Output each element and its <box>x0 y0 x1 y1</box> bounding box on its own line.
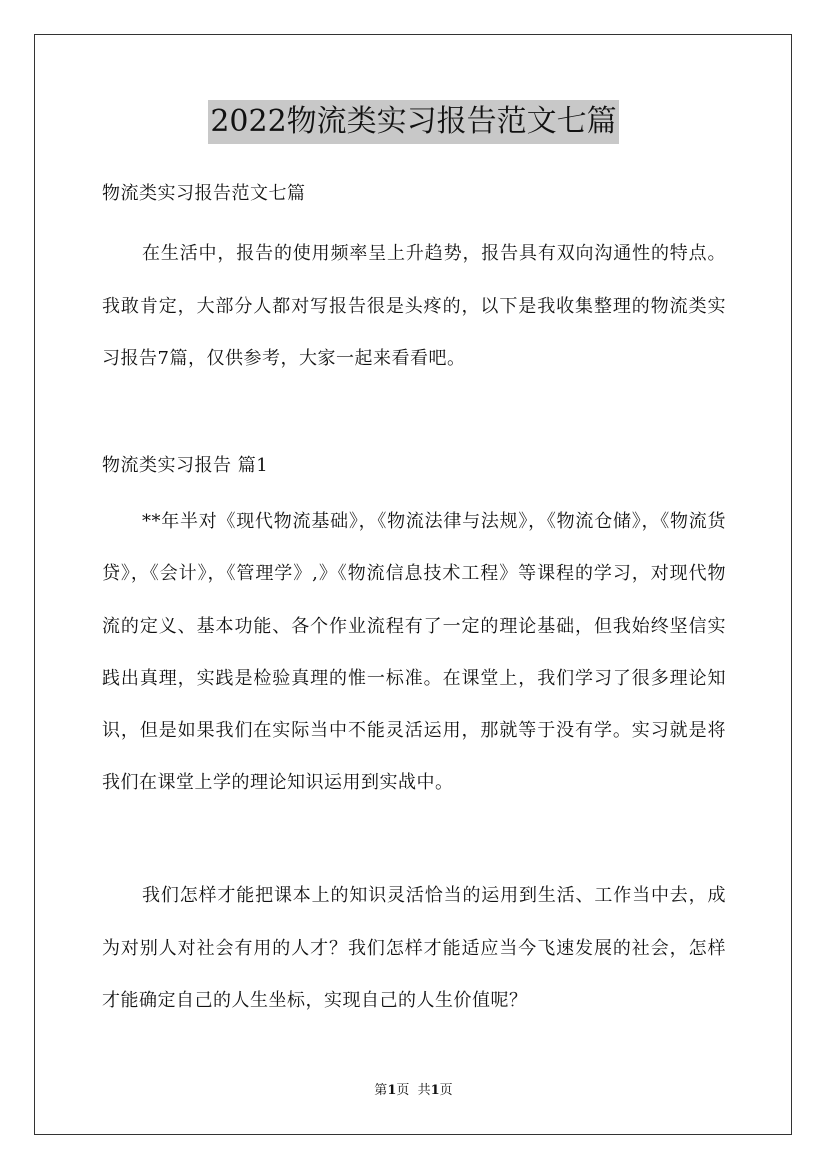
document-title: 2022物流类实习报告范文七篇 <box>208 100 618 144</box>
footer-page-total: 1 <box>430 1083 440 1098</box>
footer-prefix: 第 <box>374 1083 388 1098</box>
page-footer <box>0 1082 827 1100</box>
footer-page-current: 1 <box>387 1083 397 1098</box>
intro-paragraph: 在生活中，报告的使用频率呈上升趋势，报告具有双向沟通性的特点。我敢肯定，大部分人都对写报告很是头疼的，以下是我收集整理的物流类实习报告7篇，仅供参考，大家一起来看看吧。 <box>102 243 726 369</box>
footer-mid: 页 共 <box>396 1083 431 1098</box>
body-paragraph-1: **年半对《现代物流基础》，《物流法律与法规》，《物流仓储》，《物流货贷》，《会计》，《管理学》,》《物流信息技术工程》等课程的学习，对现代物流的定义、基本功能、各个作业流程有了一定的理论基础，但我始终坚信实践出真理，实践是检验真理的惟一标准。在课堂上，我们学习了很多理论知识，但是如果我们在实际当中不能灵活运用，那就等于没有学。实习就是将我们在课堂上学的理论知识运用到实战中。 <box>102 511 726 794</box>
footer-suffix: 页 <box>439 1083 453 1098</box>
body-paragraph-2: 我们怎样才能把课本上的知识灵活恰当的运用到生活、工作当中去，成为对别人对社会有用的人才？我们怎样才能适应当今飞速发展的社会，怎样才能确定自己的人生坐标，实现自己的人生价值呢？ <box>102 885 726 1011</box>
title-container <box>0 100 827 144</box>
section-heading: 物流类实习报告 篇1 <box>102 455 269 476</box>
document-subtitle: 物流类实习报告范文七篇 <box>102 183 306 204</box>
